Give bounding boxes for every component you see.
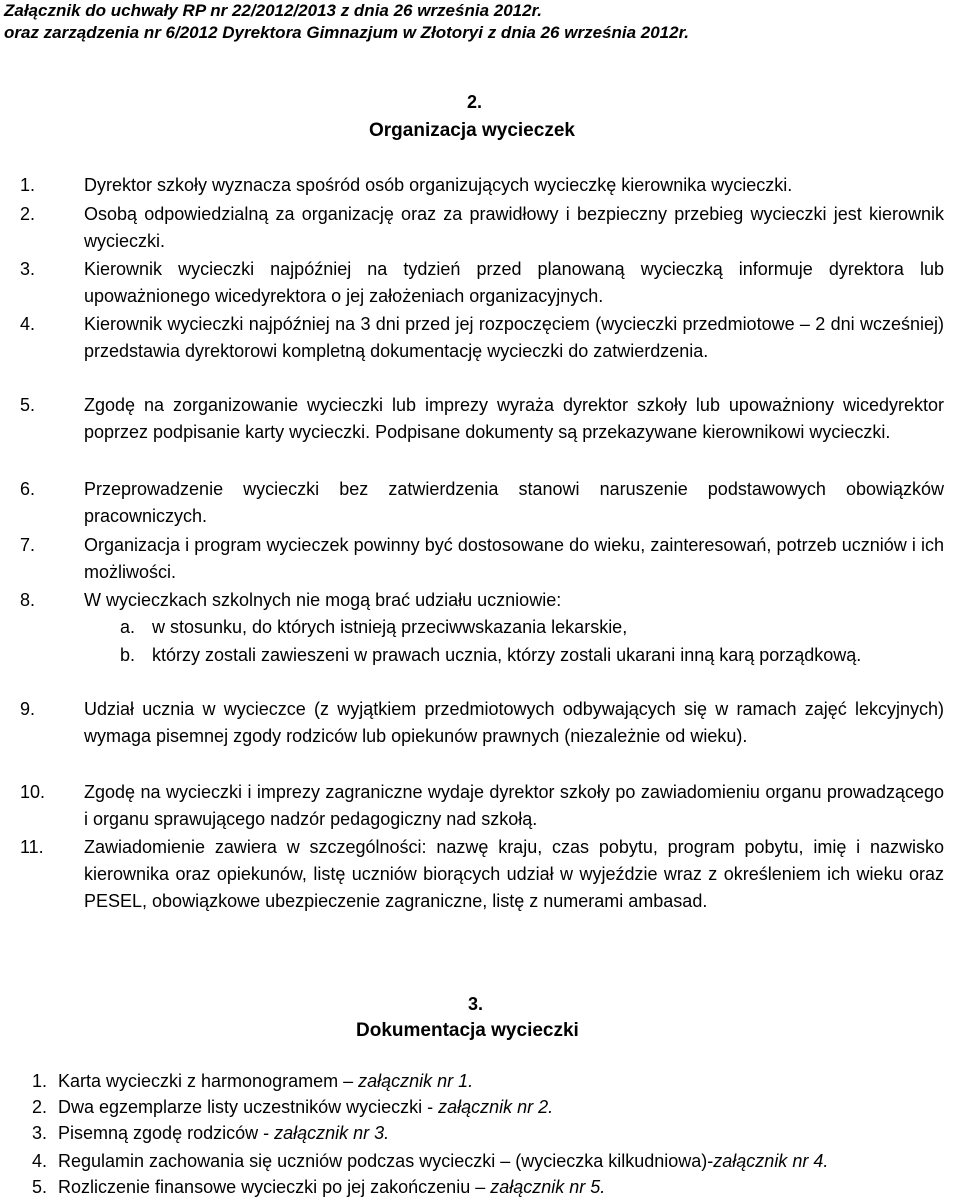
attachment-reference: załącznik nr 1.: [358, 1071, 474, 1091]
header-line-2: oraz zarządzenia nr 6/2012 Dyrektora Gimnazjum w Złotoryi z dnia 26 września 2012r.: [4, 23, 689, 42]
section-3-number: 3.: [468, 994, 484, 1014]
list-item: 1. Karta wycieczki z harmonogramem – załącznik nr 1.: [32, 1071, 474, 1091]
header-line-1: Załącznik do uchwały RP nr 22/2012/2013 z dnia 26 września 2012r.: [4, 1, 542, 20]
section-3-title: Dokumentacja wycieczki: [356, 1020, 579, 1041]
section-2-title: Organizacja wycieczek: [369, 120, 575, 141]
list-item: 5. Rozliczenie finansowe wycieczki po jej zakończeniu – załącznik nr 5.: [32, 1177, 606, 1197]
list-item: 2. Dwa egzemplarze listy uczestników wycieczki - załącznik nr 2.: [32, 1097, 554, 1117]
list-item: 3. Pisemną zgodę rodziców - załącznik nr 3.: [32, 1123, 390, 1143]
attachment-reference: załącznik nr 2.: [438, 1097, 554, 1117]
attachment-reference: załącznik nr 4.: [713, 1151, 829, 1171]
list-item: 4. Regulamin zachowania się uczniów podczas wycieczki – (wycieczka kilkudniowa)-załącznik nr 4.: [32, 1151, 829, 1171]
document-header: [4, 0, 689, 44]
attachment-reference: załącznik nr 5.: [490, 1177, 606, 1197]
section-2-number: 2.: [467, 92, 483, 112]
attachment-reference: załącznik nr 3.: [274, 1123, 390, 1143]
